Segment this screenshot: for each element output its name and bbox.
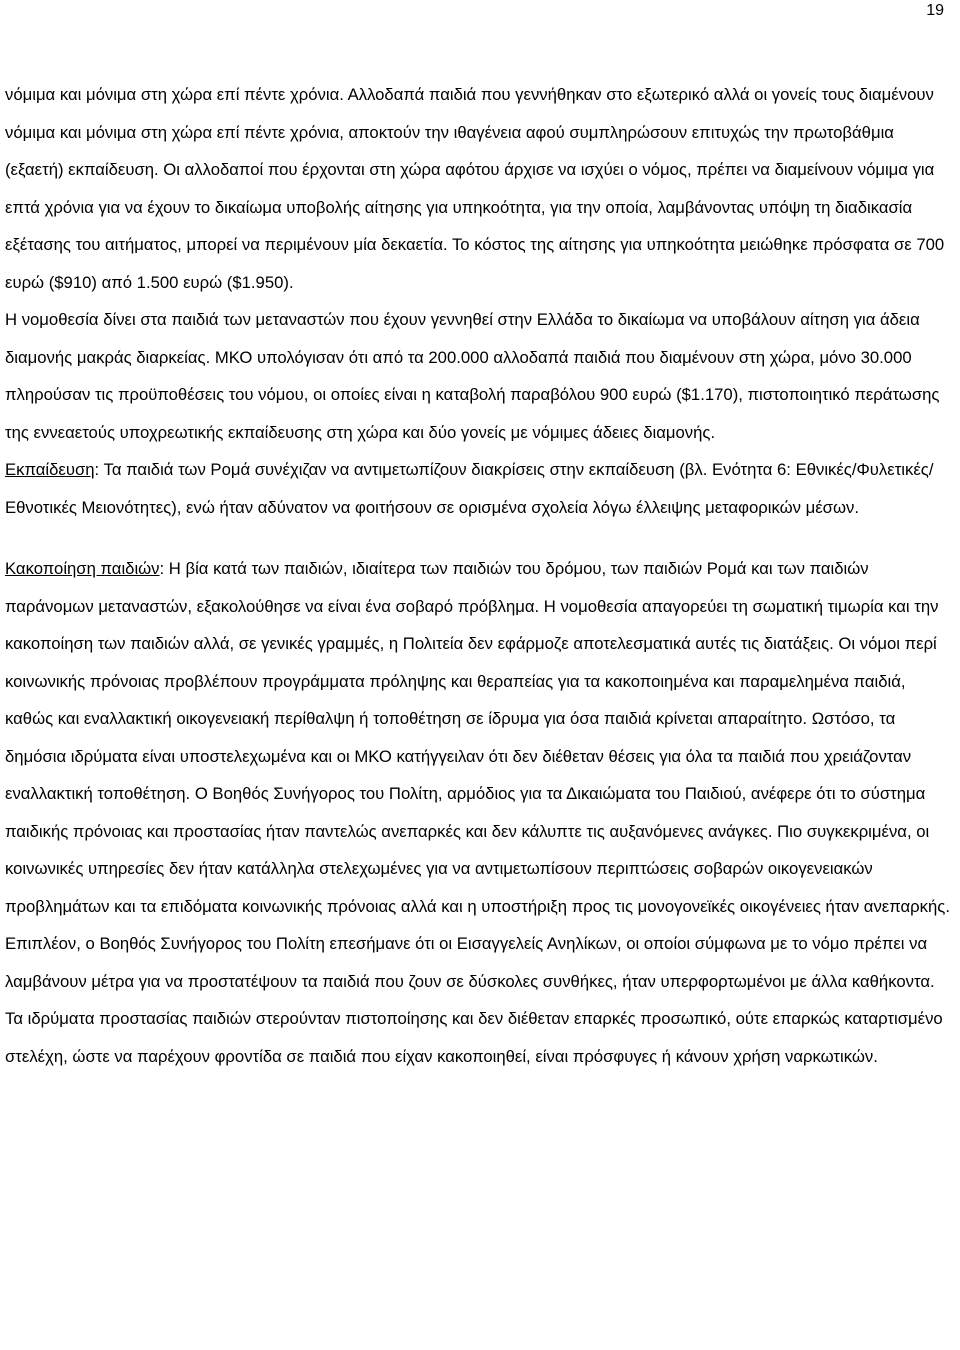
paragraph-education-text: : Τα παιδιά των Ρομά συνέχιζαν να αντιμετωπίζουν διακρίσεις στην εκπαίδευση (βλ. Ενότητα 6: Εθνικές/Φυλετικές/Εθνοτικές Μειονότητες), ενώ ήταν αδύνατον να φοιτήσουν σε ορισμένα σχολεία λόγω έλλειψης μεταφορικών μέσων. — [5, 460, 934, 517]
paragraph-education — [5, 451, 953, 526]
page-number: 19 — [926, 2, 944, 19]
section-heading-child-abuse: Κακοποίηση παιδιών — [5, 559, 160, 578]
document-body — [5, 76, 953, 1075]
paragraph-citizenship: νόμιμα και μόνιμα στη χώρα επί πέντε χρόνια. Αλλοδαπά παιδιά που γεννήθηκαν στο εξωτερικό αλλά οι γονείς τους διαμένουν νόμιμα και μόνιμα στη χώρα επί πέντε χρόνια, αποκτούν την ιθαγένεια αφού συμπληρώσουν επιτυχώς την πρωτοβάθμια (εξαετή) εκπαίδευση. Οι αλλοδαποί που έρχονται στη χώρα αφότου άρχισε να ισχύει ο νόμος, πρέπει να διαμείνουν νόμιμα για επτά χρόνια για να έχουν το δικαίωμα υποβολής αίτησης για υπηκοότητα, για την οποία, λαμβάνοντας υπόψη τη διαδικασία εξέτασης του αιτήματος, μπορεί να περιμένουν μία δεκαετία. Το κόστος της αίτησης για υπηκοότητα μειώθηκε πρόσφατα σε 700 ευρώ ($910) από 1.500 ευρώ ($1.950). — [5, 85, 945, 292]
paragraph-child-abuse-text: : Η βία κατά των παιδιών, ιδιαίτερα των παιδιών του δρόμου, των παιδιών Ρομά και των παιδιών παράνομων μεταναστών, εξακολούθησε να είναι ένα σοβαρό πρόβλημα. Η νομοθεσία απαγορεύει τη σωματική τιμωρία και την κακοποίηση των παιδιών αλλά, σε γενικές γραμμές, η Πολιτεία δεν εφάρμοζε αποτελεσματικά αυτές τις διατάξεις. Οι νόμοι περί κοινωνικής πρόνοιας προβλέπουν προγράμματα πρόληψης και θεραπείας για τα κακοποιημένα και παραμελημένα παιδιά, καθώς και εναλλακτική οικογενειακή περίθαλψη ή τοποθέτηση σε ίδρυμα για όσα παιδιά κρίνεται απαραίτητο. Ωστόσο, τα δημόσια ιδρύματα είναι υποστελεχωμένα και οι ΜΚΟ κατήγγειλαν ότι δεν διέθεταν θέσεις για όλα τα παιδιά που χρειάζονταν εναλλακτική τοποθέτηση. Ο Βοηθός Συνήγορος του Πολίτη, αρμόδιος για τα Δικαιώματα του Παιδιού, ανέφερε ότι το σύστημα παιδικής πρόνοιας και προστασίας ήταν παντελώς ανεπαρκές και δεν κάλυπτε τις αυξανόμενες ανάγκες. Πιο συγκεκριμένα, οι κοινωνικές υπηρεσίες δεν ήταν κατάλληλα στελεχωμένες για να αντιμετωπίσουν περιπτώσεις σοβαρών οικογενειακών προβλημάτων και τα επιδόματα κοινωνικής πρόνοιας αλλά και η υποστήριξη προς τις μονογονεϊκές οικογένειες ήταν ανεπαρκής. Επιπλέον, ο Βοηθός Συνήγορος του Πολίτη επεσήμανε ότι οι Εισαγγελείς Ανηλίκων, οι οποίοι σύμφωνα με το νόμο πρέπει να λαμβάνουν μέτρα για να προστατέψουν τα παιδιά που ζουν σε δύσκολες συνθήκες, ήταν υπερφορτωμένοι με άλλα καθήκοντα. Τα ιδρύματα προστασίας παιδιών στερούνταν πιστοποίησης και δεν διέθεταν επαρκές προσωπικό, ούτε επαρκώς καταρτισμένο στελέχη, ώστε να παρέχουν φροντίδα σε παιδιά που είχαν κακοποιηθεί, είναι πρόσφυγες ή κάνουν χρήση ναρκωτικών. — [5, 559, 950, 1066]
paragraph-residence-permit: Η νομοθεσία δίνει στα παιδιά των μεταναστών που έχουν γεννηθεί στην Ελλάδα το δικαίωμα να υποβάλουν αίτηση για άδεια διαμονής μακράς διαρκείας. ΜΚΟ υπολόγισαν ότι από τα 200.000 αλλοδαπά παιδιά που διαμένουν στη χώρα, μόνο 30.000 πληρούσαν τις προϋποθέσεις του νόμου, οι οποίες είναι η καταβολή παραβόλου 900 ευρώ ($1.170), πιστοποιητικό περάτωσης της εννεαετούς υποχρεωτικής εκπαίδευσης στη χώρα και δύο γονείς με νόμιμες άδειες διαμονής. — [5, 310, 940, 442]
paragraph-child-abuse — [5, 550, 953, 1075]
section-heading-education: Εκπαίδευση — [5, 460, 95, 479]
